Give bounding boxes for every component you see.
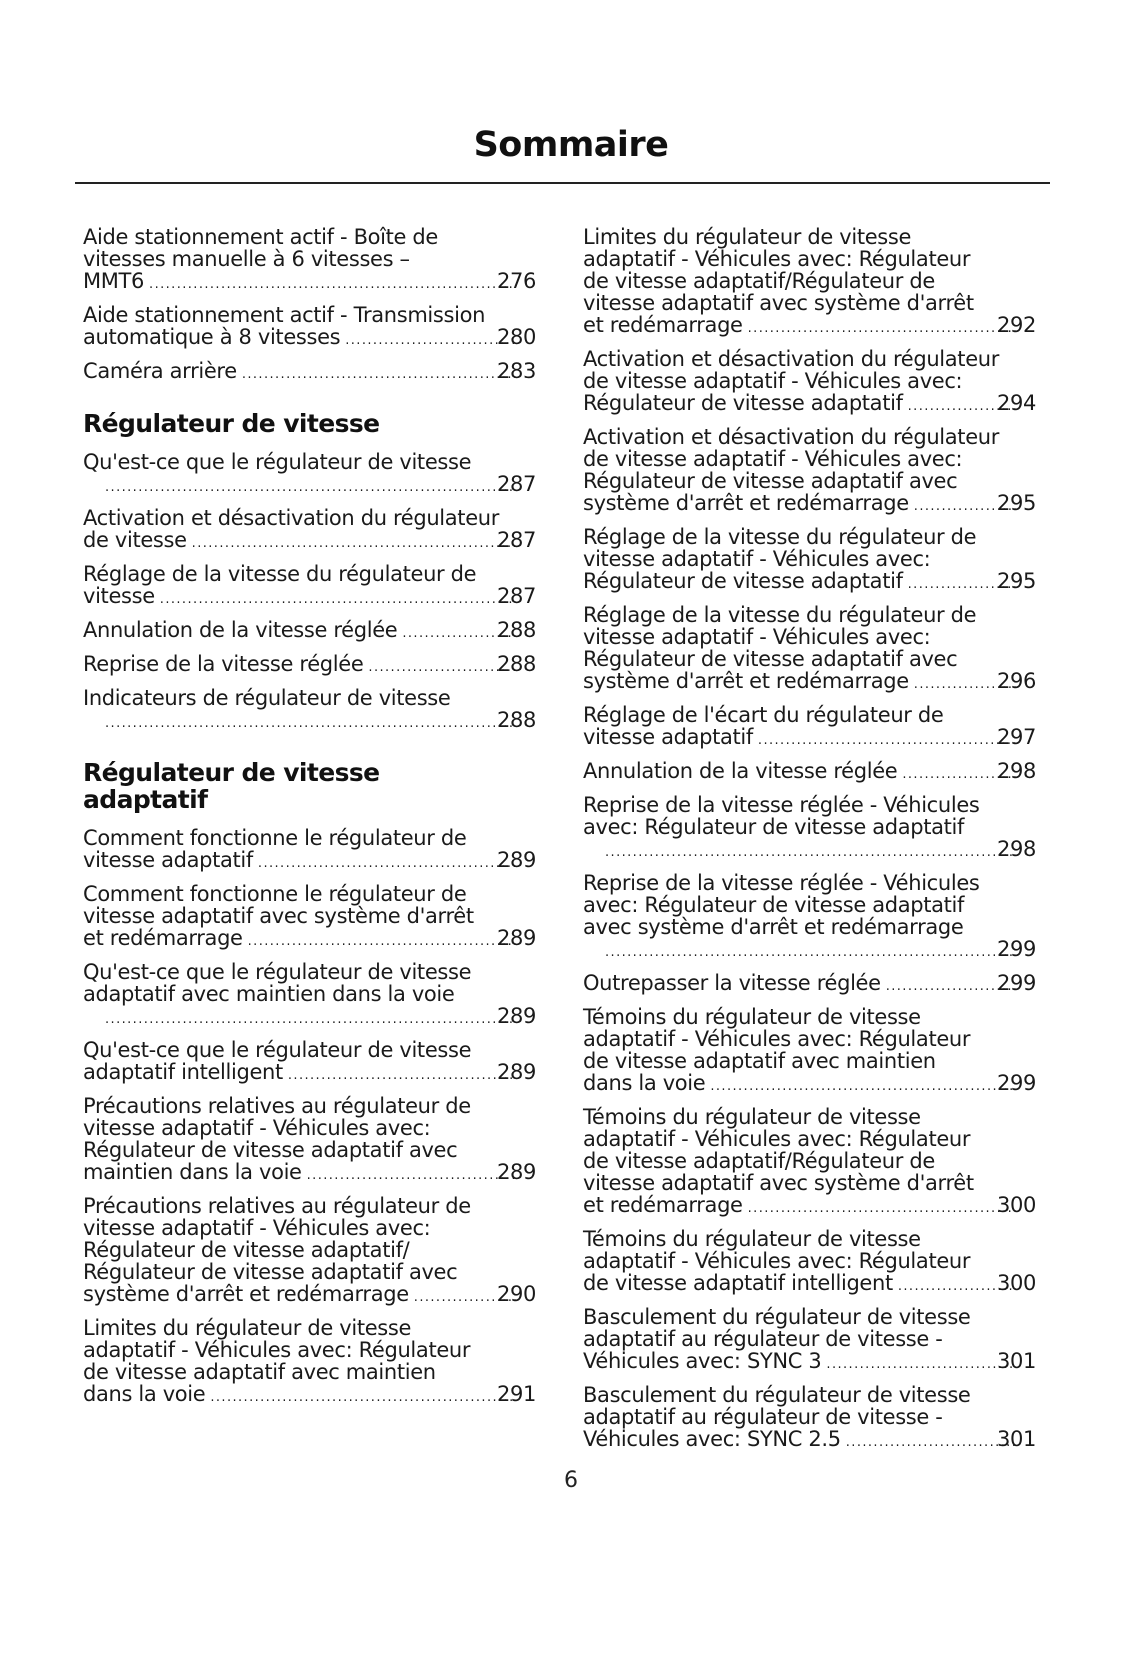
- toc-entry-text: Réglage de la vitesse du régulateur de: [83, 562, 477, 586]
- toc-page-number[interactable]: 295: [996, 569, 1036, 593]
- toc-entry-text: Aide stationnement actif - Boîte de: [83, 225, 438, 249]
- dot-leader: [605, 842, 1016, 864]
- toc-entry-text: vitesses manuelle à 6 vitesses –: [83, 247, 410, 271]
- toc-entry-text: dans la voie: [83, 1382, 206, 1406]
- dot-leader: [105, 713, 516, 735]
- toc-entry-leader-row: [83, 848, 536, 875]
- toc-entry-text: Qu'est-ce que le régulateur de vitesse: [83, 450, 472, 474]
- toc-entry-text: vitesse: [83, 584, 155, 608]
- dot-leader: [242, 364, 516, 386]
- toc-entry[interactable]: [583, 760, 1036, 786]
- toc-entry[interactable]: [583, 1384, 1036, 1454]
- toc-entry-text: Basculement du régulateur de vitesse: [583, 1383, 971, 1407]
- toc-entry[interactable]: [83, 653, 536, 679]
- toc-entry-text: Annulation de la vitesse réglée: [83, 618, 398, 642]
- toc-entry-leader-row: [83, 618, 536, 645]
- toc-page-number[interactable]: 295: [996, 491, 1036, 515]
- dot-leader: [307, 1165, 516, 1187]
- toc-entry-text: automatique à 8 vitesses: [83, 325, 341, 349]
- toc-entry-text: Reprise de la vitesse réglée - Véhicules: [583, 871, 980, 895]
- toc-entry-text: Véhicules avec: SYNC 3: [583, 1349, 822, 1373]
- toc-page-number[interactable]: 299: [996, 971, 1036, 995]
- toc-entry-text: de vitesse adaptatif/Régulateur de: [583, 1149, 935, 1173]
- dot-leader: [748, 318, 1016, 340]
- toc-entry[interactable]: [583, 794, 1036, 864]
- toc-entry-text: Réglage de la vitesse du régulateur de: [583, 603, 977, 627]
- page-number: 6: [564, 1468, 578, 1493]
- toc-entry-text: système d'arrêt et redémarrage: [583, 669, 909, 693]
- section-heading: [83, 410, 536, 437]
- toc-entry-leader-row: [83, 528, 536, 555]
- toc-entry-text: Qu'est-ce que le régulateur de vitesse: [83, 960, 472, 984]
- toc-entry-text: dans la voie: [583, 1071, 706, 1095]
- toc-entry-leader-row: [583, 313, 1036, 340]
- section-heading-line: adaptatif: [83, 785, 208, 814]
- toc-entry[interactable]: [583, 704, 1036, 752]
- toc-page-number[interactable]: 298: [996, 837, 1036, 861]
- dot-leader: [160, 589, 516, 611]
- toc-page-number[interactable]: 288: [496, 652, 536, 676]
- toc-entry-leader-row: [583, 491, 1036, 518]
- toc-entry-text: Régulateur de vitesse adaptatif: [583, 391, 903, 415]
- toc-page-number[interactable]: 298: [996, 759, 1036, 783]
- toc-entry-text: Limites du régulateur de vitesse: [83, 1316, 412, 1340]
- toc-entry-text: Activation et désactivation du régulateur: [83, 506, 500, 530]
- toc-entry[interactable]: [583, 426, 1036, 518]
- toc-entry-text: avec système d'arrêt et redémarrage: [583, 915, 964, 939]
- toc-entry-text: adaptatif intelligent: [83, 1060, 283, 1084]
- dot-leader: [105, 477, 516, 499]
- dot-leader: [248, 931, 516, 953]
- toc-column-right: [583, 226, 1036, 1462]
- toc-entry-leader-row: [583, 391, 1036, 418]
- toc-entry[interactable]: [583, 972, 1036, 998]
- toc-entry-text: de vitesse: [83, 528, 187, 552]
- toc-page-number[interactable]: 300: [996, 1271, 1036, 1295]
- toc-entry-text: Limites du régulateur de vitesse: [583, 225, 912, 249]
- toc-page-number[interactable]: 299: [996, 937, 1036, 961]
- toc-entry-text: système d'arrêt et redémarrage: [583, 491, 909, 515]
- toc-entry-text: de vitesse adaptatif - Véhicules avec:: [583, 447, 963, 471]
- section-heading: [83, 759, 536, 813]
- toc-entry[interactable]: [583, 1228, 1036, 1298]
- toc-entry[interactable]: [83, 563, 536, 611]
- toc-page-number[interactable]: 297: [996, 725, 1036, 749]
- toc-entry-text: Véhicules avec: SYNC 2.5: [583, 1427, 841, 1451]
- toc-entry-text: adaptatif au régulateur de vitesse -: [583, 1405, 943, 1429]
- toc-entry-text: adaptatif - Véhicules avec: Régulateur: [583, 1249, 971, 1273]
- toc-page-number[interactable]: 287: [496, 528, 536, 552]
- toc-entry[interactable]: [83, 961, 536, 1031]
- toc-entry-text: vitesse adaptatif - Véhicules avec:: [583, 625, 931, 649]
- toc-entry[interactable]: [583, 226, 1036, 340]
- toc-entry-text: Réglage de la vitesse du régulateur de: [583, 525, 977, 549]
- toc-entry-text: de vitesse adaptatif/Régulateur de: [583, 269, 935, 293]
- toc-entry[interactable]: [83, 304, 536, 352]
- toc-entry-text: vitesse adaptatif: [83, 848, 253, 872]
- toc-entry-text: Régulateur de vitesse adaptatif avec: [583, 469, 958, 493]
- title-divider: [75, 182, 1050, 184]
- toc-page-number[interactable]: 287: [496, 472, 536, 496]
- toc-entry-text: Précautions relatives au régulateur de: [83, 1094, 471, 1118]
- toc-entry[interactable]: [83, 1095, 536, 1187]
- toc-entry-leader-row: [83, 1382, 536, 1409]
- toc-entry-text: adaptatif - Véhicules avec: Régulateur: [83, 1338, 471, 1362]
- toc-entry-text: maintien dans la voie: [83, 1160, 302, 1184]
- toc-entry[interactable]: [583, 604, 1036, 696]
- toc-entry[interactable]: [83, 360, 536, 386]
- toc-entry[interactable]: [83, 619, 536, 645]
- toc-entry-text: adaptatif - Véhicules avec: Régulateur: [583, 1127, 971, 1151]
- toc-entry-text: adaptatif - Véhicules avec: Régulateur: [583, 1027, 971, 1051]
- toc-page-number[interactable]: 288: [496, 708, 536, 732]
- toc-entry-text: avec: Régulateur de vitesse adaptatif: [583, 815, 965, 839]
- toc-entry-text: adaptatif - Véhicules avec: Régulateur: [583, 247, 971, 271]
- toc-entry-text: vitesse adaptatif - Véhicules avec:: [83, 1216, 431, 1240]
- toc-entry-text: Témoins du régulateur de vitesse: [583, 1005, 921, 1029]
- toc-page-number[interactable]: 276: [496, 269, 536, 293]
- toc-entry-text: de vitesse adaptatif avec maintien: [83, 1360, 436, 1384]
- toc-entry-text: Régulateur de vitesse adaptatif/: [83, 1238, 410, 1262]
- toc-entry-leader-row: [83, 1282, 536, 1309]
- toc-page-number[interactable]: 289: [496, 926, 536, 950]
- toc-entry-text: Précautions relatives au régulateur de: [83, 1194, 471, 1218]
- toc-page-number[interactable]: 290: [496, 1282, 536, 1306]
- toc-entry-text: Activation et désactivation du régulateur: [583, 425, 1000, 449]
- toc-entry[interactable]: [83, 226, 536, 296]
- toc-page-number[interactable]: 291: [496, 1382, 536, 1406]
- toc-entry-text: Témoins du régulateur de vitesse: [583, 1105, 921, 1129]
- toc-entry[interactable]: [83, 1195, 536, 1309]
- toc-page-number[interactable]: 299: [996, 1071, 1036, 1095]
- toc-page-number[interactable]: 283: [496, 359, 536, 383]
- toc-entry-leader-row: [83, 1060, 536, 1087]
- toc-entry-text: Régulateur de vitesse adaptatif avec: [583, 647, 958, 671]
- toc-entry-text: vitesse adaptatif - Véhicules avec:: [83, 1116, 431, 1140]
- toc-page-number[interactable]: 289: [496, 848, 536, 872]
- toc-entry-text: Qu'est-ce que le régulateur de vitesse: [83, 1038, 472, 1062]
- toc-entry[interactable]: [83, 883, 536, 953]
- toc-entry-leader-row: [105, 473, 536, 499]
- dot-leader: [368, 657, 516, 679]
- toc-page-number[interactable]: 287: [496, 584, 536, 608]
- toc-entry-text: système d'arrêt et redémarrage: [83, 1282, 409, 1306]
- toc-entry-leader-row: [83, 325, 536, 352]
- toc-entry-text: Régulateur de vitesse adaptatif: [583, 569, 903, 593]
- section-heading-line: Régulateur de vitesse: [83, 409, 380, 438]
- toc-entry-text: de vitesse adaptatif intelligent: [583, 1271, 893, 1295]
- toc-entry-text: Réglage de l'écart du régulateur de: [583, 703, 944, 727]
- toc-entry-text: Aide stationnement actif - Transmission: [83, 303, 486, 327]
- toc-entry-text: Régulateur de vitesse adaptatif avec: [83, 1260, 458, 1284]
- toc-entry-text: et redémarrage: [583, 1193, 743, 1217]
- dot-leader: [710, 1076, 1016, 1098]
- toc-entry-text: Témoins du régulateur de vitesse: [583, 1227, 921, 1251]
- toc-entry-leader-row: [583, 669, 1036, 696]
- dot-leader: [605, 942, 1016, 964]
- toc-entry-leader-row: [583, 971, 1036, 998]
- toc-entry[interactable]: [583, 1306, 1036, 1376]
- toc-entry-text: Reprise de la vitesse réglée - Véhicules: [583, 793, 980, 817]
- toc-entry-text: Comment fonctionne le régulateur de: [83, 826, 467, 850]
- toc-entry-text: vitesse adaptatif - Véhicules avec:: [583, 547, 931, 571]
- toc-entry-text: Indicateurs de régulateur de vitesse: [83, 686, 451, 710]
- toc-entry-text: Comment fonctionne le régulateur de: [83, 882, 467, 906]
- toc-page-number[interactable]: 289: [496, 1004, 536, 1028]
- toc-entry-text: adaptatif au régulateur de vitesse -: [583, 1327, 943, 1351]
- toc-page-number[interactable]: 289: [496, 1160, 536, 1184]
- toc-entry-text: Reprise de la vitesse réglée: [83, 652, 364, 676]
- toc-entry-leader-row: [583, 759, 1036, 786]
- toc-entry-leader-row: [105, 1005, 536, 1031]
- dot-leader: [826, 1354, 1016, 1376]
- dot-leader: [192, 533, 516, 555]
- toc-entry-leader-row: [583, 725, 1036, 752]
- toc-entry-text: MMT6: [83, 269, 145, 293]
- dot-leader: [345, 330, 516, 352]
- toc-page-number[interactable]: 288: [496, 618, 536, 642]
- toc-entry[interactable]: [83, 687, 536, 735]
- toc-entry-leader-row: [83, 926, 536, 953]
- toc-entry-leader-row: [583, 569, 1036, 596]
- toc-entry-leader-row: [583, 1271, 1036, 1298]
- toc-entry-text: Outrepasser la vitesse réglée: [583, 971, 881, 995]
- toc-entry[interactable]: [583, 1106, 1036, 1220]
- page-title: Sommaire: [473, 125, 669, 165]
- dot-leader: [288, 1065, 516, 1087]
- toc-entry-text: de vitesse adaptatif avec maintien: [583, 1049, 936, 1073]
- dot-leader: [846, 1432, 1016, 1454]
- toc-entry[interactable]: [83, 451, 536, 499]
- toc-entry-leader-row: [105, 709, 536, 735]
- toc-entry-text: Activation et désactivation du régulateur: [583, 347, 1000, 371]
- toc-page-number[interactable]: 280: [496, 325, 536, 349]
- toc-entry-leader-row: [583, 1193, 1036, 1220]
- dot-leader: [758, 730, 1016, 752]
- toc-entry[interactable]: [83, 1317, 536, 1409]
- section-heading-line: Régulateur de vitesse: [83, 758, 380, 787]
- toc-entry-text: de vitesse adaptatif - Véhicules avec:: [583, 369, 963, 393]
- toc-entry-leader-row: [605, 938, 1036, 964]
- toc-entry-leader-row: [83, 584, 536, 611]
- dot-leader: [748, 1198, 1016, 1220]
- toc-entry[interactable]: [83, 827, 536, 875]
- toc-entry-text: vitesse adaptatif avec système d'arrêt: [583, 1171, 974, 1195]
- toc-page-number[interactable]: 289: [496, 1060, 536, 1084]
- toc-entry-text: Annulation de la vitesse réglée: [583, 759, 898, 783]
- toc-entry-leader-row: [583, 1349, 1036, 1376]
- toc-entry-text: Régulateur de vitesse adaptatif avec: [83, 1138, 458, 1162]
- dot-leader: [210, 1387, 516, 1409]
- toc-entry[interactable]: [583, 348, 1036, 418]
- toc-page-number[interactable]: 296: [996, 669, 1036, 693]
- toc-entry-leader-row: [83, 359, 536, 386]
- toc-entry-leader-row: [605, 838, 1036, 864]
- dot-leader: [258, 853, 516, 875]
- toc-entry-text: Basculement du régulateur de vitesse: [583, 1305, 971, 1329]
- toc-entry-leader-row: [83, 269, 536, 296]
- toc-entry[interactable]: [583, 526, 1036, 596]
- dot-leader: [149, 274, 516, 296]
- toc-page-number[interactable]: 300: [996, 1193, 1036, 1217]
- toc-page-number[interactable]: 301: [996, 1427, 1036, 1451]
- toc-entry-text: et redémarrage: [583, 313, 743, 337]
- toc-entry[interactable]: [83, 507, 536, 555]
- dot-leader: [105, 1009, 516, 1031]
- toc-page-number[interactable]: 292: [996, 313, 1036, 337]
- toc-entry-text: Caméra arrière: [83, 359, 237, 383]
- toc-entry-text: vitesse adaptatif avec système d'arrêt: [583, 291, 974, 315]
- toc-entry-text: adaptatif avec maintien dans la voie: [83, 982, 455, 1006]
- toc-page-number[interactable]: 294: [996, 391, 1036, 415]
- toc-page-number[interactable]: 301: [996, 1349, 1036, 1373]
- toc-entry[interactable]: [583, 1006, 1036, 1098]
- toc-column-left: [83, 226, 536, 1417]
- toc-entry-text: avec: Régulateur de vitesse adaptatif: [583, 893, 965, 917]
- toc-entry-leader-row: [583, 1071, 1036, 1098]
- toc-entry-text: vitesse adaptatif avec système d'arrêt: [83, 904, 474, 928]
- toc-entry-leader-row: [83, 1160, 536, 1187]
- toc-entry-text: et redémarrage: [83, 926, 243, 950]
- toc-entry-text: vitesse adaptatif: [583, 725, 753, 749]
- toc-entry-leader-row: [83, 652, 536, 679]
- toc-entry[interactable]: [83, 1039, 536, 1087]
- toc-entry[interactable]: [583, 872, 1036, 964]
- toc-entry-leader-row: [583, 1427, 1036, 1454]
